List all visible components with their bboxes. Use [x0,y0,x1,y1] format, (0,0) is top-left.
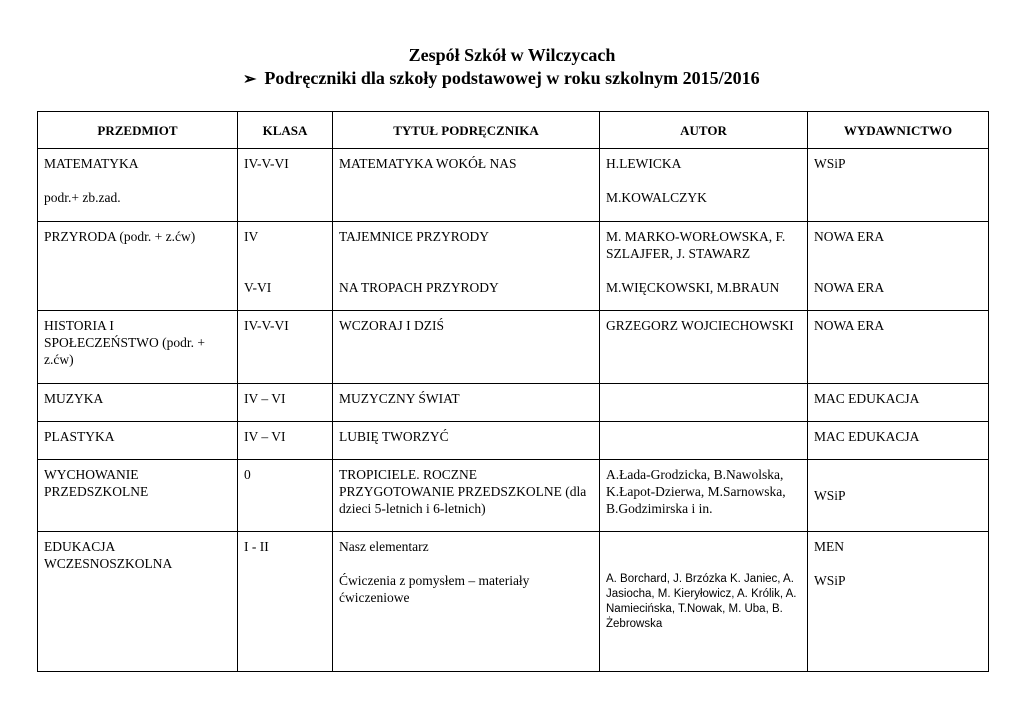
class-cell: IV-V-VI [238,311,333,384]
table-row [38,422,989,460]
publisher-cell: WSiP [808,149,989,222]
author-cell: H.LEWICKA M.KOWALCZYK [600,149,808,222]
class-cell: IV-V-VI [238,149,333,222]
title-cell: MATEMATYKA WOKÓŁ NAS [333,149,600,222]
author-cell: GRZEGORZ WOJCIECHOWSKI [600,311,808,384]
title-cell: WCZORAJ I DZIŚ [333,311,600,384]
table-row [38,532,989,672]
author-cell [600,422,808,460]
class-cell: IV V-VI [238,222,333,311]
subtitle-text: Podręczniki dla szkoły podstawowej w roku szkolnym 2015/2016 [264,68,760,88]
publisher-cell: MAC EDUKACJA [808,422,989,460]
header-subject: PRZEDMIOT [38,112,238,149]
publisher-cell: MAC EDUKACJA [808,384,989,422]
subject-cell: WYCHOWANIE PRZEDSZKOLNE [38,460,238,532]
author-cell: A.Łada-Grodzicka, B.Nawolska, K.Łapot-Dzierwa, M.Sarnowska, B.Godzimirska i in. [600,460,808,532]
table-row [38,311,989,384]
subject-cell: HISTORIA I SPOŁECZEŃSTWO (podr. + z.ćw) [38,311,238,384]
table-row [38,149,989,222]
subject-cell: EDUKACJA WCZESNOSZKOLNA [38,532,238,672]
title-cell: TROPICIELE. ROCZNE PRZYGOTOWANIE PRZEDSZKOLNE (dla dzieci 5-letnich i 6-letnich) [333,460,600,532]
header-class: KLASA [238,112,333,149]
table-row [38,384,989,422]
table-row [38,460,989,532]
author-cell: A. Borchard, J. Brzózka K. Janiec, A. Jasiocha, M. Kieryłowicz, A. Królik, A. Namiecińska, T.Nowak, M. Uba, B. Żebrowska [600,532,808,672]
subject-cell: PLASTYKA [38,422,238,460]
title-cell: Nasz elementarz Ćwiczenia z pomysłem – materiały ćwiczeniowe [333,532,600,672]
table-row [38,222,989,311]
arrow-bullet-icon: ➢ [243,71,257,88]
author-cell [600,384,808,422]
class-cell: 0 [238,460,333,532]
subject-cell: PRZYRODA (podr. + z.ćw) [38,222,238,311]
table-header-row [38,112,989,149]
publisher-cell: MEN WSiP [808,532,989,672]
title-cell: MUZYCZNY ŚWIAT [333,384,600,422]
subject-cell: MATEMATYKA podr.+ zb.zad. [38,149,238,222]
title-cell: TAJEMNICE PRZYRODY NA TROPACH PRZYRODY [333,222,600,311]
subject-cell: MUZYKA [38,384,238,422]
publisher-cell: NOWA ERA [808,311,989,384]
document-subtitle [243,68,760,89]
title-cell: LUBIĘ TWORZYĆ [333,422,600,460]
class-cell: IV – VI [238,422,333,460]
document-title: Zespół Szkół w Wilczycach [408,45,616,65]
publisher-cell: NOWA ERA NOWA ERA [808,222,989,311]
header-publisher: WYDAWNICTWO [808,112,989,149]
header-title: TYTUŁ PODRĘCZNIKA [333,112,600,149]
textbook-table [37,111,989,672]
class-cell: IV – VI [238,384,333,422]
header-author: AUTOR [600,112,808,149]
author-cell: M. MARKO-WORŁOWSKA, F. SZLAJFER, J. STAWARZ M.WIĘCKOWSKI, M.BRAUN [600,222,808,311]
class-cell: I - II [238,532,333,672]
publisher-cell: WSiP [808,460,989,532]
